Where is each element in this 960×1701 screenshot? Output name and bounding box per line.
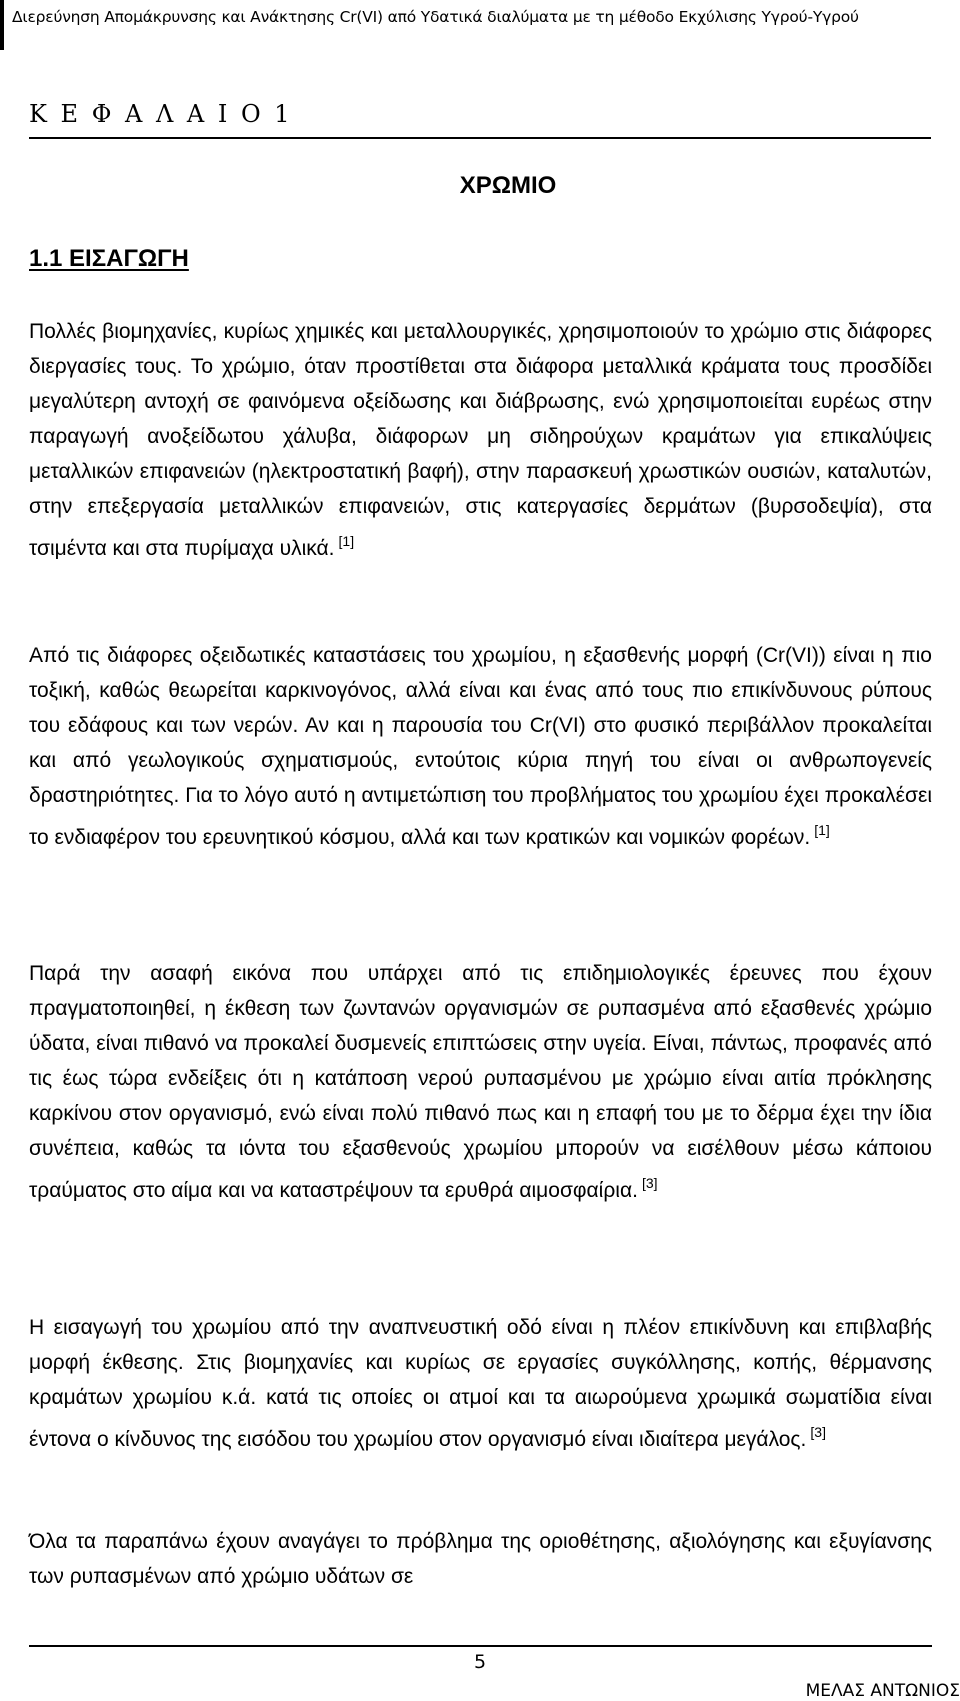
chapter-label: Κ Ε Φ Α Λ Α Ι Ο 1 — [29, 100, 293, 128]
page-number: 5 — [473, 1651, 487, 1673]
citation: [3] — [810, 1424, 826, 1440]
paragraph-3 — [29, 956, 932, 1208]
chapter-title: ΧΡΩΜΙΟ — [459, 172, 557, 199]
footer-divider — [29, 1645, 932, 1647]
paragraph-5 — [29, 1524, 932, 1594]
paragraph-2 — [29, 638, 932, 855]
paragraph-text: Όλα τα παραπάνω έχουν αναγάγει το πρόβλημα της οριοθέτησης, αξιολόγησης και εξυγίανσης των ρυπασμένων από χρώμιο υδάτων σε — [29, 1530, 932, 1588]
chapter-divider — [29, 137, 931, 139]
paragraph-text: Πολλές βιομηχανίες, κυρίως χημικές και μεταλλουργικές, χρησιμοποιούν το χρώμιο στις διάφορες διεργασίες τους. Το χρώμιο, όταν προστίθεται στα διάφορα μεταλλικά κράματα τους προσδίδει μεγαλύτερη αντοχή σε φαινόμενα οξείδωσης και διάβρωσης, ενώ χρησιμοποιείται ευρέως στην παραγωγή ανοξείδωτου χάλυβα, διάφορων μη σιδηρούχων κραμάτων για επικαλύψεις μεταλλικών επιφανειών (ηλεκτροστατική βαφή), στην παρασκευή χρωστικών ουσιών, καταλυτών, στην επεξεργασία μεταλλικών επιφανειών, στις κατεργασίες δερμάτων (βυρσοδεψία), στα τσιμέντα και στα πυρίμαχα υλικά. — [29, 320, 932, 560]
paragraph-1 — [29, 314, 932, 566]
running-title: Διερεύνηση Απομάκρυνσης και Ανάκτησης Cr(VI) από Υδατικά διαλύματα με τη μέθοδο Εκχύλισης Υγρού-Υγρού — [12, 8, 859, 26]
citation: [1] — [338, 533, 355, 549]
paragraph-4 — [29, 1310, 932, 1457]
running-header — [0, 0, 960, 42]
paragraph-text: Από τις διάφορες οξειδωτικές καταστάσεις του χρωμίου, η εξασθενής μορφή (Cr(VI)) είναι η πιο τοξική, καθώς θεωρείται καρκινογόνος, αλλά είναι και ένας από τους πιο επικίνδυνους ρύπους του εδάφους και των νερών. Αν και η παρουσία του Cr(VI) στο φυσικό περιβάλλον προκαλείται και από γεωλογικούς σχηματισμούς, εντούτοις κύρια πηγή του είναι οι ανθρωπογενείς δραστηριότητες. Για το λόγο αυτό η αντιμετώπιση του προβλήματος του χρωμίου έχει προκαλέσει το ενδιαφέρον του ερευνητικού κόσμου, αλλά και των κρατικών και νομικών φορέων. — [29, 644, 932, 849]
citation: [1] — [814, 822, 830, 838]
section-heading: 1.1 ΕΙΣΑΓΩΓΗ — [29, 245, 189, 272]
author-name: ΜΕΛΑΣ ΑΝΤΩΝΙΟΣ — [805, 1681, 960, 1701]
paragraph-text: Παρά την ασαφή εικόνα που υπάρχει από τις επιδημιολογικές έρευνες που έχουν πραγματοποιηθεί, η έκθεση των ζωντανών οργανισμών σε ρυπασμένα από εξασθενές χρώμιο ύδατα, είναι πιθανό να προκαλεί δυσμενείς επιπτώσεις στην υγεία. Είναι, πάντως, προφανές από τις έως τώρα ενδείξεις ότι η κατάποση νερού ρυπασμένου με χρώμιο είναι αιτία πρόκλησης καρκίνου στον οργανισμό, ενώ είναι πολύ πιθανό πως και η επαφή του με το δέρμα έχει την ίδια συνέπεια, καθώς τα ιόντα του εξασθενούς χρωμίου μπορούν να εισέλθουν μέσω κάποιου τραύματος στο αίμα και να καταστρέψουν τα ερυθρά αιμοσφαίρια. — [29, 962, 932, 1202]
citation: [3] — [641, 1175, 658, 1191]
paragraph-text: Η εισαγωγή του χρωμίου από την αναπνευστική οδό είναι η πλέον επικίνδυνη και επιβλαβής μορφή έκθεσης. Στις βιομηχανίες και κυρίως σε εργασίες συγκόλλησης, κοπής, θέρμανσης κραμάτων χρωμίου κ.ά. κατά τις οποίες οι ατμοί και τα αιωρούμενα χρωμικά σωματίδια είναι έντονα ο κίνδυνος της εισόδου του χρωμίου στον οργανισμό είναι ιδιαίτερα μεγάλος. — [29, 1316, 932, 1451]
header-accent-bar — [0, 0, 4, 50]
